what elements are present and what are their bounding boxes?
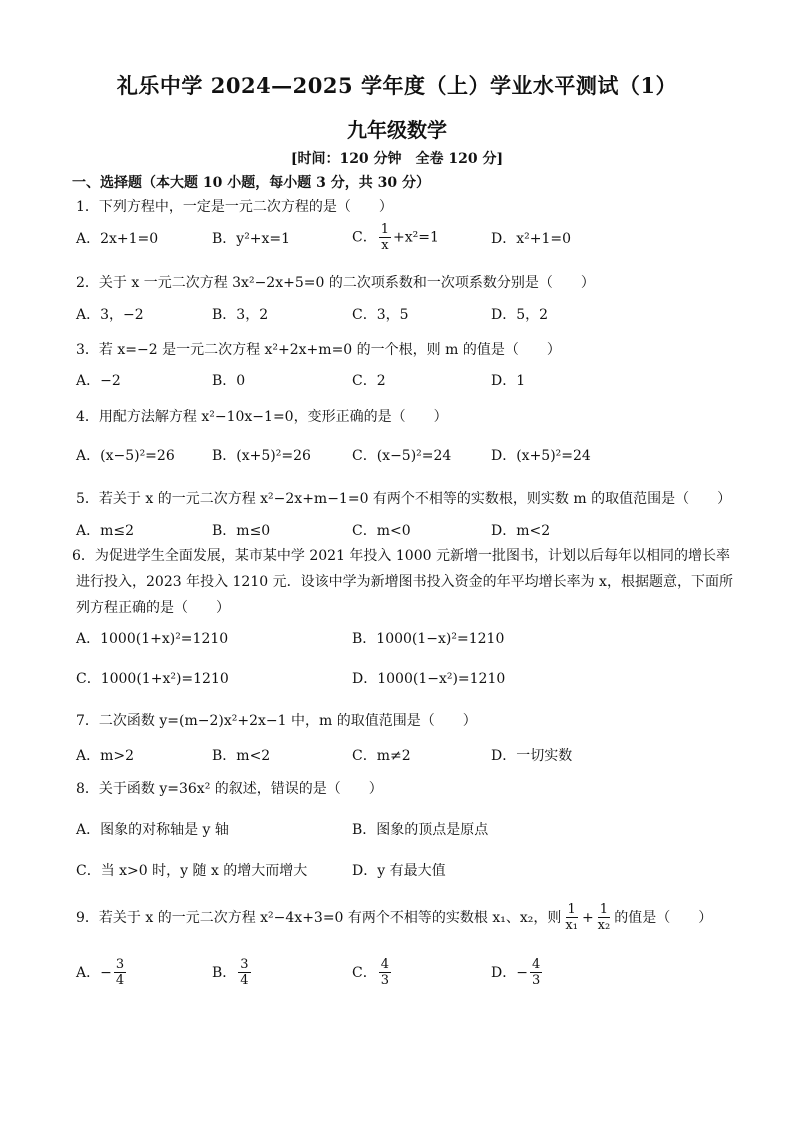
question-3-option-a: A．−2	[76, 373, 121, 389]
question-6-option-b: B．1000(1−x)²=1210	[352, 631, 505, 647]
option-fraction	[379, 957, 391, 988]
question-9-stem-part-b: 的值是（ ）	[614, 909, 713, 926]
fraction-denominator: 3	[531, 973, 541, 988]
fraction-denominator: 4	[115, 973, 125, 988]
question-3-option-b: B．0	[212, 373, 246, 389]
question-7-stem: 7．二次函数 y=(m−2)x²+2x−1 中，m 的取值范围是（ ）	[76, 713, 477, 729]
fraction-numerator: 1	[380, 222, 389, 237]
fraction-denominator: 4	[240, 973, 249, 988]
fraction-numerator: 4	[531, 957, 541, 972]
fraction-denominator: x₂	[597, 918, 611, 933]
question-4-option-a: A．(x−5)²=26	[76, 448, 175, 464]
question-6-option-a: A．1000(1+x)²=1210	[76, 631, 229, 647]
question-4-option-d: D．(x+5)²=24	[491, 448, 591, 464]
question-9-stem-fraction-2	[596, 902, 613, 933]
fraction-numerator: 3	[115, 957, 125, 972]
question-2-option-b: B．3，2	[212, 307, 269, 323]
question-8-option-b: B．图象的顶点是原点	[352, 822, 489, 838]
exam-title: 礼乐中学 2024—2025 学年度（上）学业水平测试（1）	[116, 73, 678, 98]
question-7-option-d: D．一切实数	[491, 748, 573, 764]
question-1-option-c-rest: +x²=1	[393, 229, 439, 246]
question-9-option-c	[352, 957, 393, 988]
question-5-option-a: A．m≤2	[76, 523, 135, 539]
question-2-option-a: A．3，−2	[76, 307, 144, 323]
question-1-stem: 1．下列方程中，一定是一元二次方程的是（ ）	[76, 199, 393, 215]
question-4-option-b: B．(x+5)²=26	[212, 448, 311, 464]
option-label: B．	[212, 964, 237, 981]
question-7-option-a: A．m>2	[76, 748, 135, 764]
question-7-option-b: B．m<2	[212, 748, 271, 764]
question-2-option-d: D．5，2	[491, 307, 549, 323]
fraction-denominator: x	[381, 238, 389, 253]
option-label: D．−	[491, 964, 528, 981]
question-3-option-d: D．1	[491, 373, 526, 389]
question-4-option-c: C．(x−5)²=24	[352, 448, 452, 464]
question-9-option-a	[76, 957, 128, 988]
question-1-option-b: B．y²+x=1	[212, 231, 291, 247]
question-3-stem: 3．若 x=−2 是一元二次方程 x²+2x+m=0 的一个根，则 m 的值是（ ）	[76, 342, 561, 358]
fraction-denominator: x₁	[565, 918, 578, 933]
exam-subject: 九年级数学	[347, 118, 447, 142]
option-fraction	[114, 957, 126, 988]
exam-meta: [时间：120 分钟 全卷 120 分]	[290, 151, 504, 167]
question-6-option-c: C．1000(1+x²)=1210	[76, 671, 229, 687]
question-8-stem: 8．关于函数 y=36x² 的叙述，错误的是（ ）	[76, 781, 383, 797]
question-6-stem-line-1: 6．为促进学生全面发展，某市某中学 2021 年投入 1000 元新增一批图书，计划以后每年以相同的增长率	[72, 548, 730, 564]
question-1-option-c-label: C．	[352, 229, 377, 246]
question-8-option-a: A．图象的对称轴是 y 轴	[76, 822, 229, 838]
question-9-stem-plus: +	[581, 909, 594, 926]
question-4-stem: 4．用配方法解方程 x²−10x−1=0，变形正确的是（ ）	[76, 409, 448, 425]
question-8-option-c: C．当 x>0 时，y 随 x 的增大而增大	[76, 863, 308, 879]
question-1-option-a: A．2x+1=0	[76, 231, 159, 247]
question-5-stem: 5．若关于 x 的一元二次方程 x²−2x+m−1=0 有两个不相等的实数根，则实数 m 的取值范围是（ ）	[76, 491, 732, 507]
question-2-option-c: C．3，5	[352, 307, 409, 323]
question-5-option-c: C．m<0	[352, 523, 411, 539]
section-heading: 一、选择题（本大题 10 小题，每小题 3 分，共 30 分）	[72, 175, 430, 191]
fraction-denominator: 3	[380, 973, 389, 988]
option-label: A．−	[76, 964, 112, 981]
question-2-stem: 2．关于 x 一元二次方程 3x²−2x+5=0 的二次项系数和一次项系数分别是（ ）	[76, 275, 595, 291]
question-9-option-d	[491, 957, 544, 988]
option-fraction	[238, 957, 250, 988]
fraction-numerator: 1	[599, 902, 609, 917]
fraction-numerator: 3	[240, 957, 249, 972]
question-5-option-d: D．m<2	[491, 523, 551, 539]
question-1-option-c	[352, 222, 439, 253]
option-fraction	[530, 957, 542, 988]
option-label: C．	[352, 964, 377, 981]
question-6-stem-line-3: 列方程正确的是（ ）	[76, 600, 230, 616]
fraction-numerator: 1	[567, 902, 576, 917]
question-1-option-c-fraction	[379, 222, 391, 253]
question-5-option-b: B．m≤0	[212, 523, 271, 539]
question-9-stem	[76, 902, 712, 933]
question-6-option-d: D．1000(1−x²)=1210	[352, 671, 506, 687]
fraction-numerator: 4	[380, 957, 389, 972]
question-3-option-c: C．2	[352, 373, 386, 389]
question-6-stem-line-2: 进行投入，2023 年投入 1210 元．设该中学为新增图书投入资金的年平均增长率为 x，根据题意，下面所	[76, 574, 733, 590]
question-9-stem-part-a: 9．若关于 x 的一元二次方程 x²−4x+3=0 有两个不相等的实数根 x₁、x₂，则	[76, 909, 562, 926]
question-9-stem-fraction-1	[563, 902, 580, 933]
question-7-option-c: C．m≠2	[352, 748, 411, 764]
question-8-option-d: D．y 有最大值	[352, 863, 446, 879]
question-1-option-d: D．x²+1=0	[491, 231, 572, 247]
question-9-option-b	[212, 957, 253, 988]
